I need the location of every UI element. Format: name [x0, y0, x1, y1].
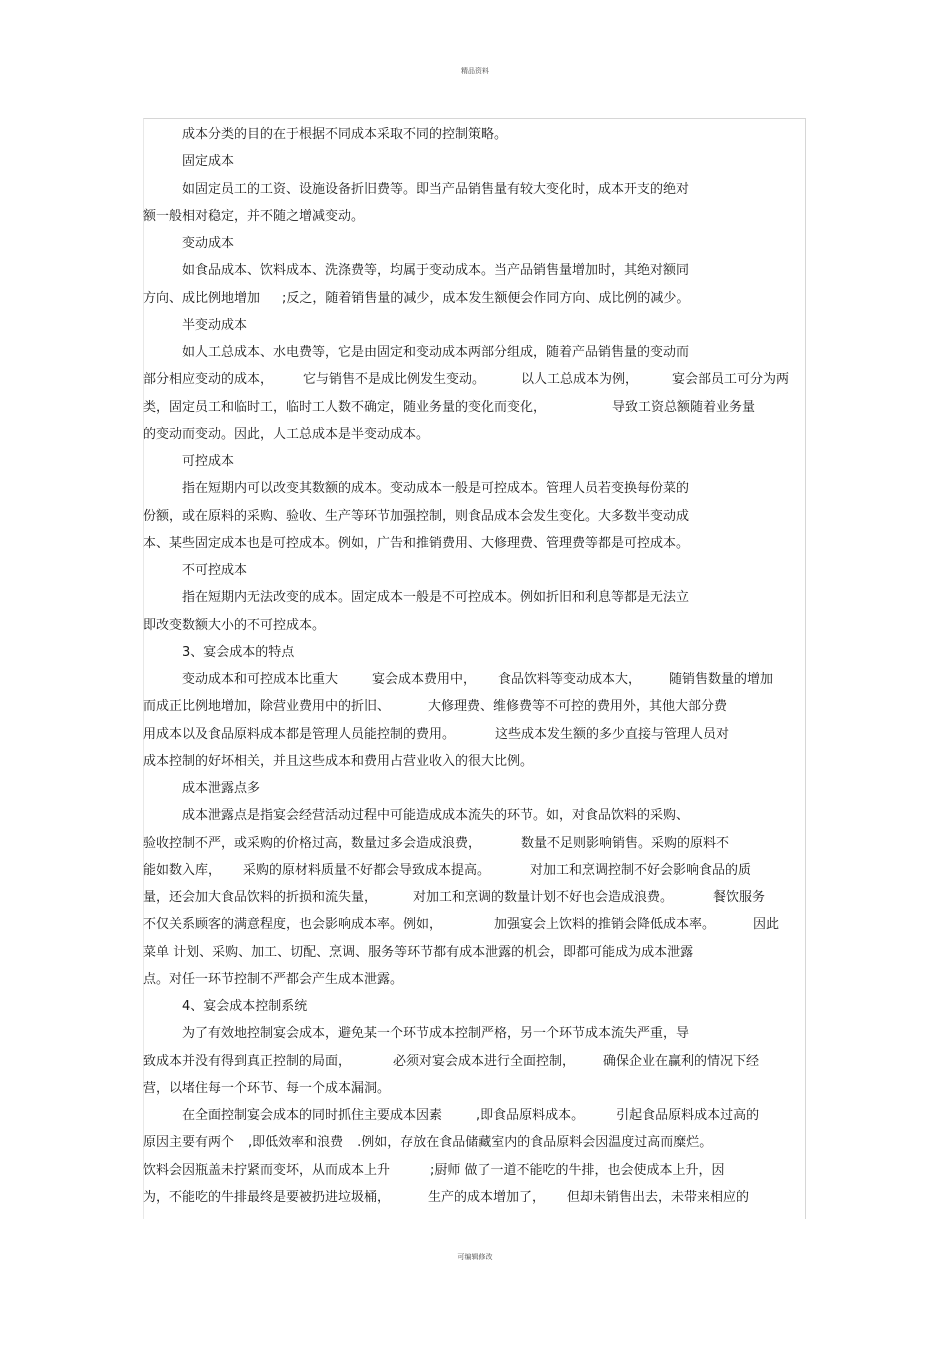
text-segment: 类，固定员工和临时工，临时工人数不确定，随业务量的变化而变化，: [143, 399, 547, 415]
text-segment: 它与销售不是成比例发生变动。: [303, 372, 486, 388]
text-segment: 如固定员工的工资、设施设备折旧费等。即当产品销售量有较大变化时，成本开支的绝对: [182, 181, 690, 197]
text-segment: 食品饮料等变动成本大，: [498, 672, 642, 687]
text-line: [143, 884, 808, 911]
text-segment: 份额，或在原料的采购、验收、生产等环节加强控制，则食品成本会发生变化。大多数半变动成: [143, 508, 690, 524]
text-line: [143, 1184, 808, 1211]
text-line: [143, 203, 808, 230]
text-line: [143, 1048, 808, 1075]
text-segment: ;厨师 做了一道不能吃的牛排，也会使成本上升，因: [430, 1162, 725, 1178]
text-line: [143, 148, 808, 175]
text-line: [143, 1102, 808, 1129]
text-segment: 成本泄露点多: [182, 781, 261, 796]
text-segment: 验收控制不严，或采购的价格过高，数量过多会造成浪费，: [143, 835, 482, 851]
document-body: [143, 121, 808, 1211]
text-line: [143, 475, 808, 502]
text-line: [143, 1020, 808, 1047]
text-segment: 4、宴会成本控制系统: [182, 999, 308, 1014]
text-line: [143, 557, 808, 584]
text-segment: 在全面控制宴会成本的同时抓住主要成本因素: [182, 1108, 443, 1123]
text-segment: 以人工总成本为例，: [521, 372, 639, 388]
text-segment: 指在短期内无法改变的成本。固定成本一般是不可控成本。例如折旧和利息等都是无法立: [182, 590, 690, 606]
text-line: [143, 121, 808, 148]
text-segment: 可控成本: [182, 454, 235, 469]
text-segment: 如人工总成本、水电费等，它是由固定和变动成本两部分组成，随着产品销售量的变动而: [182, 345, 690, 360]
text-line: [143, 993, 808, 1020]
text-segment: 成本分类的目的在于根据不同成本采取不同的控制策略。: [182, 127, 508, 142]
text-segment: 部分相应变动的成本，: [143, 372, 274, 388]
text-segment: 数量不足则影响销售。采购的原料不: [521, 835, 730, 851]
text-segment: 能如数入库，: [143, 862, 222, 878]
text-segment: 必须对宴会成本进行全面控制，: [393, 1053, 576, 1069]
text-segment: 方向、成比例地增加: [143, 290, 261, 306]
text-line: [143, 530, 808, 557]
text-segment: 变动成本: [182, 236, 235, 251]
text-segment: 不可控成本: [182, 563, 248, 578]
text-segment: 半变动成本: [182, 317, 248, 333]
text-segment: 宴会成本费用中，: [372, 672, 477, 687]
text-line: [143, 693, 808, 720]
text-segment: 的变动而变动。因此，人工总成本是半变动成本。: [143, 426, 430, 442]
text-segment: 固定成本: [182, 154, 235, 170]
text-segment: 营，以堵住每一个环节、每一个成本漏洞。: [143, 1080, 391, 1096]
text-line: [143, 176, 808, 203]
text-segment: 致成本并没有得到真正控制的局面，: [143, 1053, 352, 1069]
text-line: [143, 394, 808, 421]
text-segment: 用成本以及食品原料成本都是管理人员能控制的费用。: [143, 726, 456, 742]
text-line: [143, 421, 808, 448]
text-line: [143, 503, 808, 530]
text-segment: 点。对任一环节控制不严都会产生成本泄露。: [143, 971, 404, 987]
text-segment: 本、某些固定成本也是可控成本。例如，广告和推销费用、大修理费、管理费等都是可控成本。: [143, 535, 690, 551]
text-line: [143, 257, 808, 284]
text-line: [143, 830, 808, 857]
text-segment: 饮料会因瓶盖未拧紧而变坏，从而成本上升: [143, 1162, 391, 1178]
text-segment: 变动成本和可控成本比重大: [182, 672, 339, 687]
text-segment: 不仅关系顾客的满意程度，也会影响成本率。例如，: [143, 917, 443, 933]
page-header-note: 精品资料: [461, 67, 489, 75]
text-line: [143, 748, 808, 775]
text-segment: 菜单 计划、采购、加工、切配、烹调、服务等环节都有成本泄露的机会，即都可能成为成本泄露: [143, 944, 694, 960]
text-segment: ,即低效率和浪费: [248, 1135, 344, 1151]
text-segment: 因此: [753, 917, 780, 933]
text-segment: 3、宴会成本的特点: [182, 644, 295, 660]
text-segment: 宴会部员工可分为两: [672, 372, 790, 388]
text-line: [143, 639, 808, 666]
text-segment: 对加工和烹调控制不好会影响食品的质: [530, 862, 752, 878]
text-segment: 大修理费、维修费等不可控的费用外，其他大部分费: [428, 699, 728, 715]
text-line: [143, 285, 808, 312]
text-segment: 成本泄露点是指宴会经营活动过程中可能造成成本流失的环节。如，对食品饮料的采购、: [182, 808, 690, 824]
text-segment: 对加工和烹调的数量计划不好也会造成浪费。: [413, 890, 674, 905]
text-segment: 加强宴会上饮料的推销会降低成本率。: [494, 917, 716, 933]
text-line: [143, 966, 808, 993]
text-segment: 量，还会加大食品饮料的折损和流失量，: [143, 890, 378, 905]
text-segment: 导致工资总额随着业务量: [612, 399, 756, 415]
text-segment: 如食品成本、饮料成本、洗涤费等，均属于变动成本。当产品销售量增加时，其绝对额同: [182, 263, 690, 279]
text-segment: 原因主要有两个: [143, 1135, 235, 1151]
text-segment: 生产的成本增加了，: [428, 1189, 546, 1205]
text-segment: ;反之，随着销售量的减少，成本发生额便会作同方向、成比例的减少。: [282, 290, 690, 306]
page-footer-note: 可编辑修改: [457, 1253, 493, 1261]
text-line: [143, 1129, 808, 1156]
text-line: [143, 1157, 808, 1184]
text-segment: 随销售数量的增加: [669, 672, 774, 687]
text-segment: 为了有效地控制宴会成本，避免某一个环节成本控制严格，另一个环节成本流失严重，导: [182, 1026, 690, 1042]
text-line: [143, 612, 808, 639]
text-line: [143, 230, 808, 257]
text-segment: 额一般相对稳定，并不随之增减变动。: [143, 208, 365, 224]
text-segment: .例如，存放在食品储藏室内的食品原料会因温度过高而糜烂。: [357, 1135, 713, 1151]
text-segment: 确保企业在赢利的情况下经: [603, 1053, 760, 1069]
text-segment: 这些成本发生额的多少直接与管理人员对: [495, 726, 730, 742]
text-segment: 采购的原材料质量不好都会导致成本提高。: [243, 862, 491, 878]
text-segment: 为，不能吃的牛排最终是要被扔进垃圾桶，: [143, 1189, 391, 1205]
text-line: [143, 775, 808, 802]
text-line: [143, 939, 808, 966]
text-line: [143, 366, 808, 393]
text-line: [143, 857, 808, 884]
text-line: [143, 666, 808, 693]
text-segment: 指在短期内可以改变其数额的成本。变动成本一般是可控成本。管理人员若变换每份菜的: [182, 481, 690, 497]
text-line: [143, 802, 808, 829]
text-line: [143, 584, 808, 611]
text-segment: 但却未销售出去，未带来相应的: [567, 1189, 750, 1205]
text-line: [143, 339, 808, 366]
text-line: [143, 448, 808, 475]
text-segment: 而成正比例地增加，除营业费用中的折旧、: [143, 699, 391, 715]
text-line: [143, 911, 808, 938]
text-segment: ,即食品原料成本。: [476, 1108, 585, 1123]
text-line: [143, 1075, 808, 1102]
text-segment: 餐饮服务: [713, 890, 766, 905]
text-segment: 引起食品原料成本过高的: [616, 1108, 760, 1123]
text-line: [143, 721, 808, 748]
text-line: [143, 312, 808, 339]
text-segment: 即改变数额大小的不可控成本。: [143, 617, 326, 633]
text-segment: 成本控制的好坏相关，并且这些成本和费用占营业收入的很大比例。: [143, 753, 534, 769]
